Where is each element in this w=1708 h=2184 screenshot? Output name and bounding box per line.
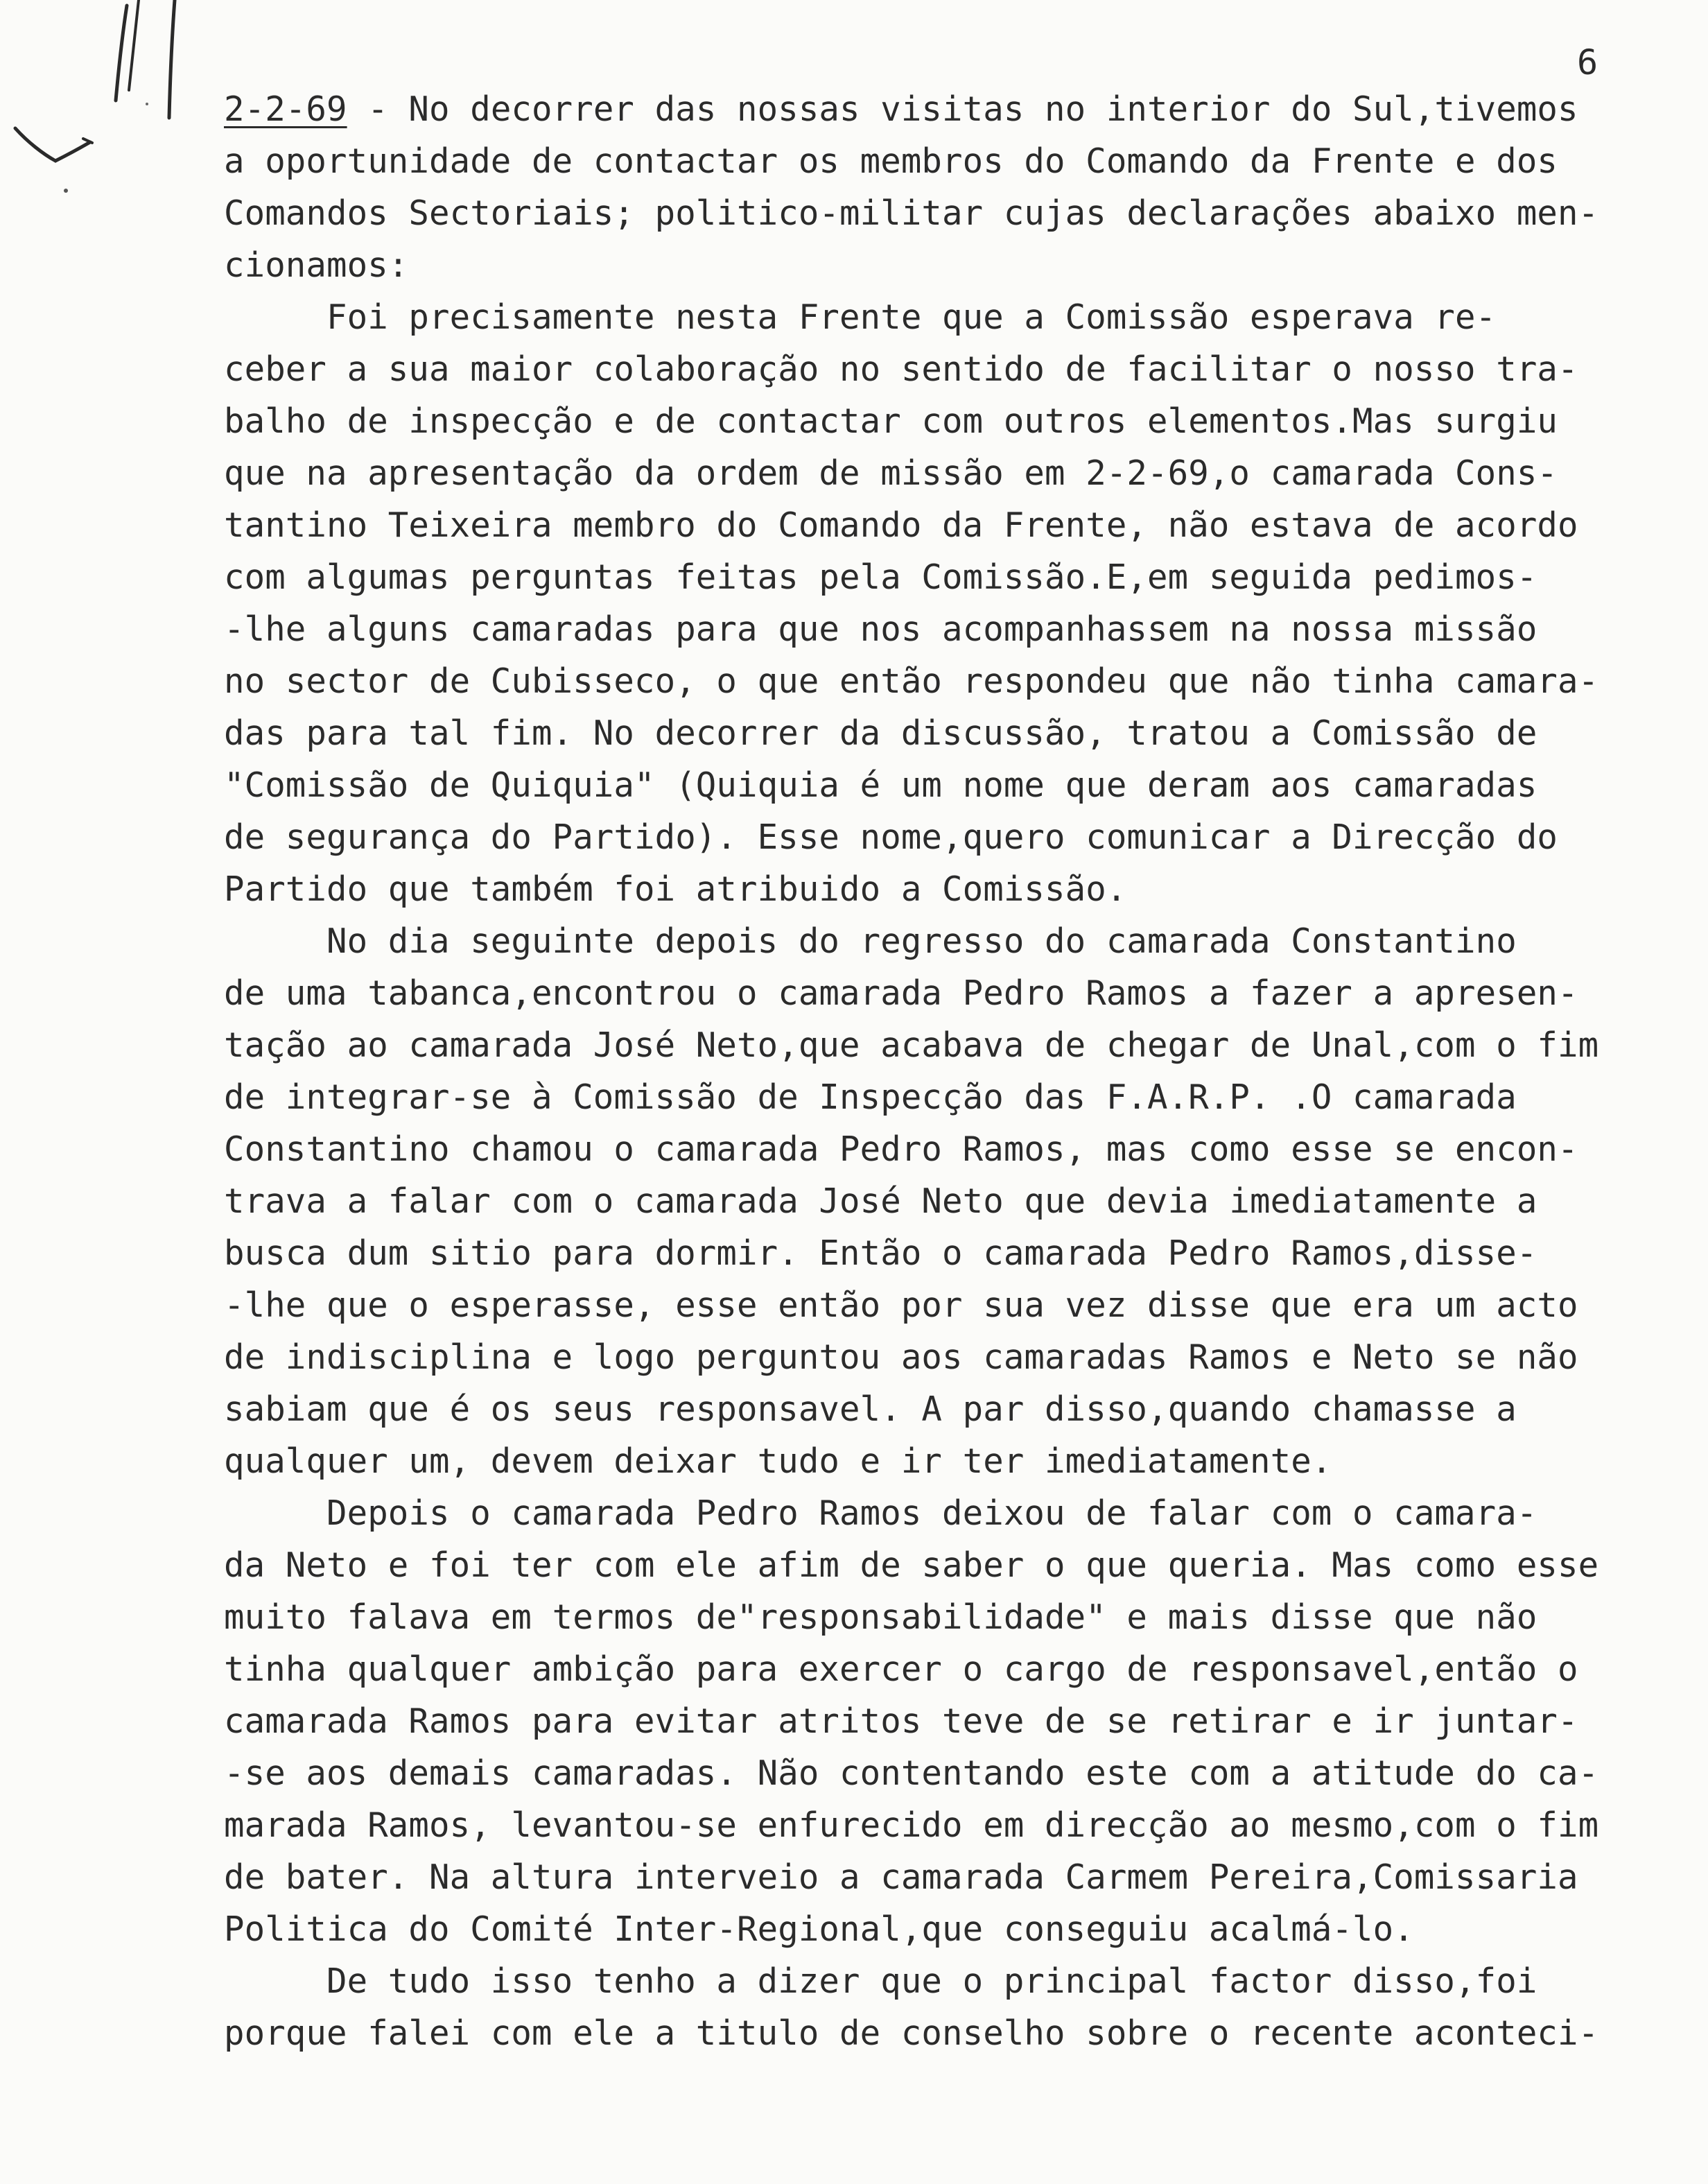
text-line: Comandos Sectoriais; politico-militar cujas declarações abaixo men- xyxy=(224,193,1599,233)
document-body xyxy=(224,83,1652,2059)
text-line: porque falei com ele a titulo de conselho sobre o recente aconteci- xyxy=(224,2013,1599,2053)
text-line: cionamos: xyxy=(224,245,409,285)
text-line: marada Ramos, levantou-se enfurecido em direcção ao mesmo,com o fim xyxy=(224,1805,1599,1845)
text-line: de integrar-se à Comissão de Inspecção das F.A.R.P. .O camarada xyxy=(224,1077,1517,1117)
text-line: que na apresentação da ordem de missão em 2-2-69,o camarada Cons- xyxy=(224,453,1558,493)
date-reference: 2-2-69 xyxy=(224,89,347,129)
text-line: tinha qualquer ambição para exercer o cargo de responsavel,então o xyxy=(224,1649,1578,1689)
text-line: De tudo isso tenho a dizer que o principal factor disso,foi xyxy=(224,1961,1537,2001)
text-line: Politica do Comité Inter-Regional,que conseguiu acalmá-lo. xyxy=(224,1909,1414,1949)
text-line: da Neto e foi ter com ele afim de saber o que queria. Mas como esse xyxy=(224,1545,1599,1585)
text-line: a oportunidade de contactar os membros do Comando da Frente e dos xyxy=(224,141,1558,181)
text-line: -lhe que o esperasse, esse então por sua vez disse que era um acto xyxy=(224,1285,1578,1325)
text-line: muito falava em termos de"responsabilidade" e mais disse que não xyxy=(224,1597,1537,1637)
handwritten-margin-mark xyxy=(0,0,208,229)
text-line: No dia seguinte depois do regresso do camarada Constantino xyxy=(224,921,1517,961)
text-line: ceber a sua maior colaboração no sentido de facilitar o nosso tra- xyxy=(224,349,1578,389)
text-line: de indisciplina e logo perguntou aos camaradas Ramos e Neto se não xyxy=(224,1337,1578,1377)
text-line: de uma tabanca,encontrou o camarada Pedro Ramos a fazer a apresen- xyxy=(224,973,1578,1013)
text-line: das para tal fim. No decorrer da discussão, tratou a Comissão de xyxy=(224,713,1537,753)
text-line: Depois o camarada Pedro Ramos deixou de falar com o camara- xyxy=(224,1493,1537,1533)
text-line: camarada Ramos para evitar atritos teve de se retirar e ir juntar- xyxy=(224,1701,1578,1741)
text-line: "Comissão de Quiquia" (Quiquia é um nome que deram aos camaradas xyxy=(224,765,1537,805)
text-line: tação ao camarada José Neto,que acabava de chegar de Unal,com o fim xyxy=(224,1025,1599,1065)
text-line: balho de inspecção e de contactar com outros elementos.Mas surgiu xyxy=(224,401,1558,441)
text-line: Partido que também foi atribuido a Comissão. xyxy=(224,869,1127,909)
text-line: com algumas perguntas feitas pela Comissão.E,em seguida pedimos- xyxy=(224,557,1537,597)
text-line: Constantino chamou o camarada Pedro Ramos, mas como esse se encon- xyxy=(224,1129,1578,1169)
page-number: 6 xyxy=(1577,42,1598,83)
text-line: trava a falar com o camarada José Neto que devia imediatamente a xyxy=(224,1181,1537,1221)
text-line: sabiam que é os seus responsavel. A par disso,quando chamasse a xyxy=(224,1389,1517,1429)
text-line: -lhe alguns camaradas para que nos acompanhassem na nossa missão xyxy=(224,609,1537,649)
text-line: qualquer um, devem deixar tudo e ir ter imediatamente. xyxy=(224,1441,1332,1481)
text-line: no sector de Cubisseco, o que então respondeu que não tinha camara- xyxy=(224,661,1599,701)
text-line: de bater. Na altura interveio a camarada Carmem Pereira,Comissaria xyxy=(224,1857,1578,1897)
text-line: tantino Teixeira membro do Comando da Frente, não estava de acordo xyxy=(224,505,1578,545)
text-line: 2-2-69 - No decorrer das nossas visitas no interior do Sul,tivemos xyxy=(224,89,1578,129)
text-line: busca dum sitio para dormir. Então o camarada Pedro Ramos,disse- xyxy=(224,1233,1537,1273)
text-line: de segurança do Partido). Esse nome,quero comunicar a Direcção do xyxy=(224,817,1558,857)
text-line: Foi precisamente nesta Frente que a Comissão esperava re- xyxy=(224,297,1497,337)
text-line: -se aos demais camaradas. Não contentando este com a atitude do ca- xyxy=(224,1753,1599,1793)
